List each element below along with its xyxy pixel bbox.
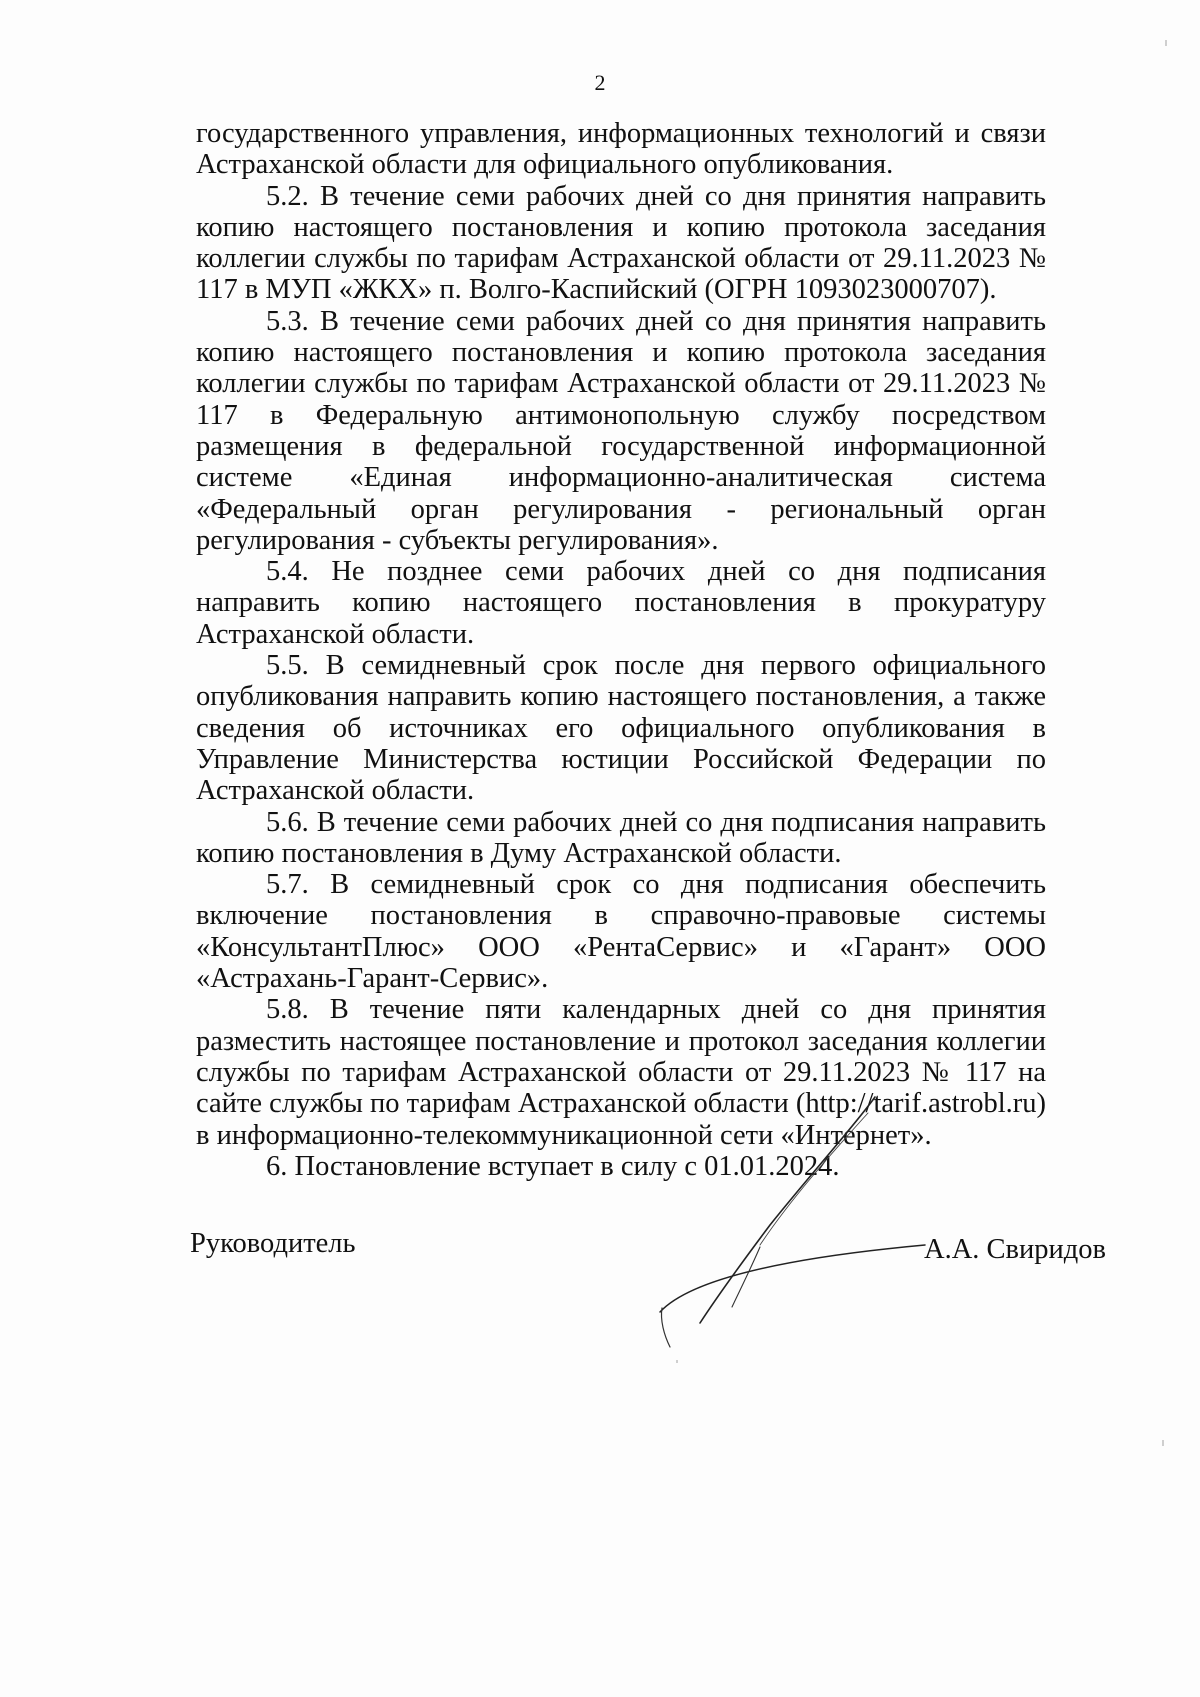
paragraph-5-2: 5.2. В течение семи рабочих дней со дня принятия направить копию настоящего постановления и копию протокола заседания коллегии службы по тарифам Астраханской области от 29.11.2023 № 117 в МУП «ЖКХ» п. Волго-Каспийский (ОГРН 1093023000707). [196,180,1046,306]
document-body [196,118,1046,1182]
paragraph-5-5: 5.5. В семидневный срок после дня первого официального опубликования направить копию настоящего постановления, а также сведения об источниках его официального опубликования в Управление Министерства юстиции Российской Федерации по Астраханской области. [196,650,1046,807]
page-number: 2 [594,70,606,95]
paragraph-5-6: 5.6. В течение семи рабочих дней со дня подписания направить копию постановления в Думу Астраханской области. [196,806,1046,869]
paragraph-continuation: государственного управления, информационных технологий и связи Астраханской области для официального опубликования. [196,118,1046,181]
scan-speck [1165,40,1167,46]
signatory-position: Руководитель [190,1228,356,1259]
scan-speck [676,1360,678,1363]
signatory-name: А.А. Свиридов [924,1234,1106,1265]
paragraph-5-8: 5.8. В течение пяти календарных дней со дня принятия разместить настоящее постановление и протокол заседания коллегии службы по тарифам Астраханской области от 29.11.2023 № 117 на сайте службы по тарифам Астраханской области (http://tarif.astrobl.ru) в информационно-телекоммуникационной сети «Интернет». [196,994,1046,1151]
paragraph-5-3: 5.3. В течение семи рабочих дней со дня принятия направить копию настоящего постановления и копию протокола заседания коллегии службы по тарифам Астраханской области от 29.11.2023 № 117 в Федеральную антимонопольную службу посредством размещения в федеральной государственной информационной системе «Единая информационно-аналитическая система «Федеральный орган регулирования - региональный орган регулирования - субъекты регулирования». [196,305,1046,556]
paragraph-6: 6. Постановление вступает в силу с 01.01.2024. [266,1150,840,1182]
handwritten-signature [640,1095,940,1355]
paragraph-5-7: 5.7. В семидневный срок со дня подписания обеспечить включение постановления в справочно-правовые системы «КонсультантПлюс» ООО «РентаСервис» и «Гарант» ООО «Астрахань-Гарант-Сервис». [196,869,1046,995]
scan-speck [1162,1440,1164,1446]
paragraph-5-4: 5.4. Не позднее семи рабочих дней со дня подписания направить копию настоящего постановления в прокуратуру Астраханской области. [196,556,1046,650]
